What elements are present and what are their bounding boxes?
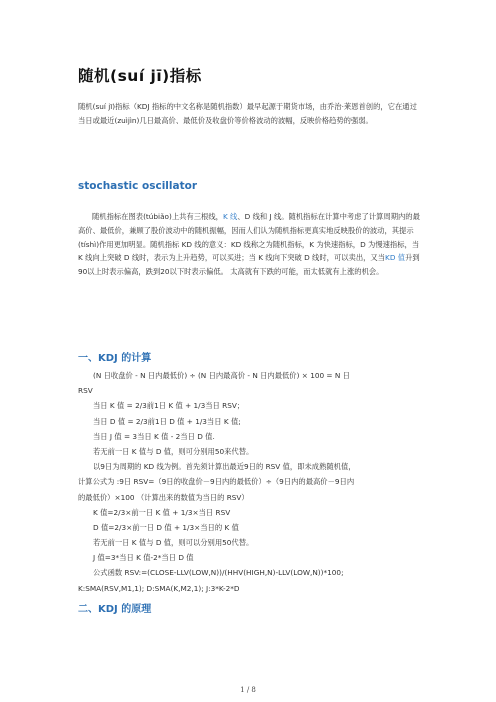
- k-line-link[interactable]: K 线: [222, 212, 238, 221]
- calc-line: 当日 K 值 = 2/3前1日 K 值 + 1/3当日 RSV；: [93, 401, 245, 411]
- calc-line: D 值=2/3×前一日 D 值 + 1/3×当日的 K 值: [93, 522, 239, 532]
- page-number: 1 / 8: [240, 686, 256, 694]
- section-heading-calculation: 一、KDJ 的计算: [78, 353, 152, 364]
- intro-paragraph: 随机(suí jī)指标（KDJ 指标的中文名称是随机指数）最早起源于期货市场，由乔治·莱恩首创的，它在通过当日或最近(zuìjìn)几日最高价、最低价及收盘价等价格波动的波幅，反映价格趋势的强弱。: [78, 102, 417, 125]
- paragraph-text: 升到90以上时表示偏高，跌到20以下时表示偏低。 太高就有下跌的可能，而太低就有上涨的机会。: [78, 253, 420, 277]
- paragraph-text: 、D 线和 J 线。随机指标在计算中考虑了计算周期内的最高价、最低价，兼顾了股价波动中的随机振幅，因而人们认为随机指标更真实地反映股价的波动，其提示(tíshì)作用更加明显。随机指标 KD 线的意义：KD 线称之为随机指标，K 为快速指标，D 为慢速指标，当 K 线向上突破 D 线时，表示为上升趋势，可以买进；当 K 线向下突破 D 线时，可以卖出，又当: [78, 212, 420, 263]
- body-paragraph: [78, 210, 423, 279]
- calc-line: 的最低价）×100 （计算出来的数值为当日的 RSV）: [78, 492, 249, 502]
- paragraph-text: 随机指标在图表(túbiǎo)上共有三根线，: [92, 212, 223, 221]
- calc-line: (N 日收盘价 - N 日内最低价) ÷ (N 日内最高价 - N 日内最低价) × 100 = N 日: [93, 371, 350, 380]
- calc-line: 当日 J 值 = 3当日 K 值 - 2当日 D 值.: [93, 431, 215, 441]
- calc-line: K 值=2/3×前一日 K 值 + 1/3×当日 RSV: [93, 507, 231, 517]
- calc-line: RSV: [78, 386, 93, 396]
- formula-line: 公式函数 RSV:=(CLOSE-LLV(LOW,N))/(HHV(HIGH,N)-LLV(LOW,N))*100;: [93, 568, 344, 578]
- calc-line: 当日 D 值 = 2/3前1日 D 值 + 1/3当日 K 值;: [93, 416, 241, 426]
- calc-line: 计算公式为 :9日 RSV=（9日的收盘价－9日内的最低价）÷（9日内的最高价－9日内: [78, 477, 355, 487]
- calc-line: 以9日为周期的 KD 线为例。首先须计算出最近9日的 RSV 值，即未成熟随机值，: [93, 462, 356, 472]
- kd-value-link[interactable]: KD 值: [385, 253, 406, 263]
- page-title: 随机(suí jī)指标: [78, 67, 202, 85]
- calc-line: 若无前一日 K 值与 D 值，则可以分别用50代替。: [93, 538, 254, 548]
- formula-line: K:SMA(RSV,M1,1); D:SMA(K,M2,1); J:3*K-2*D: [78, 583, 240, 593]
- calc-line: J 值=3*当日 K 值-2*当日 D 值: [93, 553, 194, 563]
- calc-line: 若无前一日 K 值与 D 值，则可分别用50来代替。: [93, 446, 254, 456]
- section-heading-principle: 二、KDJ 的原理: [78, 604, 152, 615]
- calculation-block: [78, 368, 423, 596]
- subheading-english: stochastic oscillator: [78, 180, 197, 192]
